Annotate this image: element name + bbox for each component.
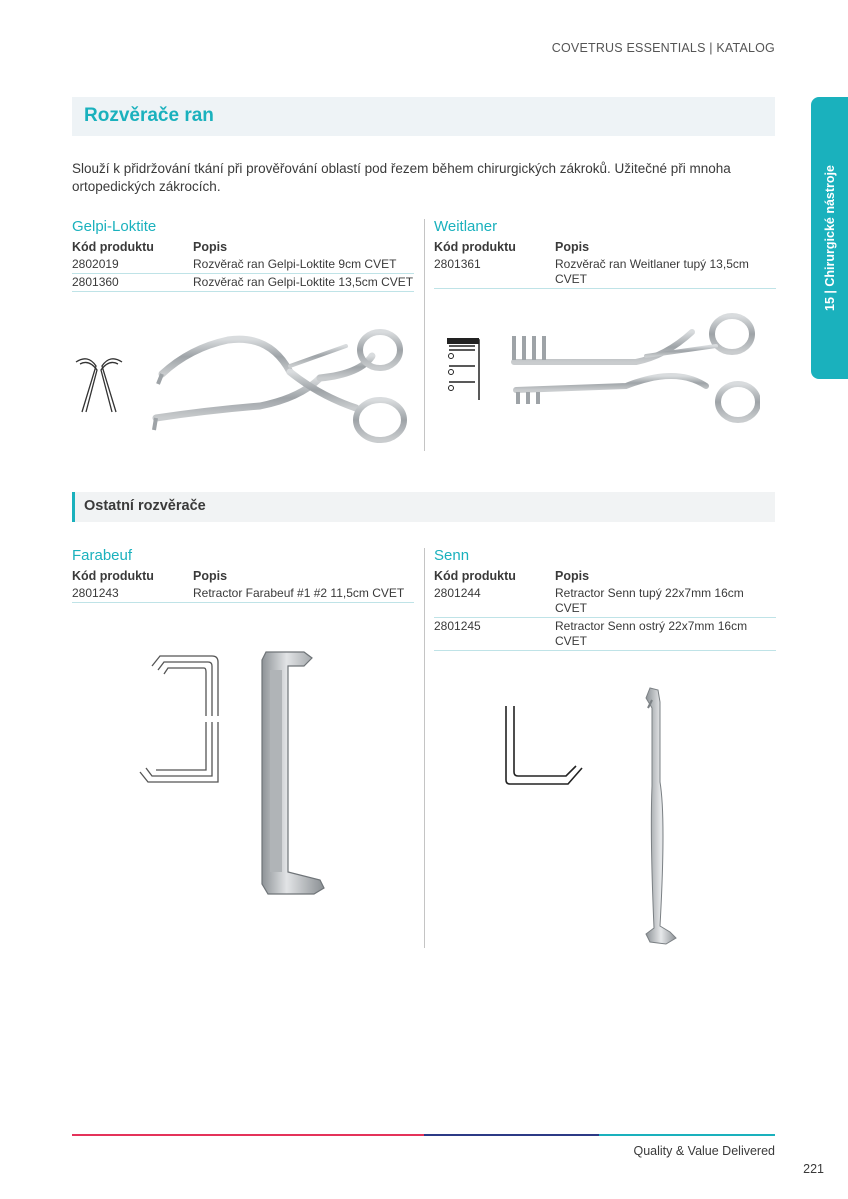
product-title: Farabeuf [72, 547, 133, 564]
table-header [72, 567, 414, 585]
product-table [72, 238, 414, 292]
table-header [72, 238, 414, 256]
column-divider-top [424, 219, 425, 451]
subsection-title-bar [72, 492, 775, 522]
gelpi-outline-drawing [72, 352, 128, 416]
table-row [72, 585, 414, 603]
product-table [72, 567, 414, 603]
product-title: Gelpi-Loktite [72, 218, 157, 235]
product-title: Weitlaner [434, 218, 498, 235]
footer-tagline: Quality & Value Delivered [633, 1144, 775, 1158]
catalog-header: COVETRUS ESSENTIALS | KATALOG [551, 41, 775, 55]
product-gelpi-loktite [72, 216, 414, 292]
product-desc: Rozvěrač ran Weitlaner tupý 13,5cm CVET [555, 257, 749, 286]
column-header-code: Kód produktu [434, 569, 516, 583]
farabeuf-outline-drawing [138, 652, 222, 788]
section-title-bar [72, 97, 775, 136]
weitlaner-outline-drawing [443, 336, 483, 404]
chapter-side-tab[interactable] [811, 97, 848, 379]
product-senn [434, 545, 776, 651]
product-desc: Rozvěrač ran Gelpi-Loktite 13,5cm CVET [193, 275, 414, 289]
column-header-desc: Popis [193, 240, 228, 254]
page-number: 221 [803, 1162, 824, 1176]
product-code: 2801361 [434, 257, 481, 271]
product-desc: Retractor Senn ostrý 22x7mm 16cm CVET [555, 619, 748, 648]
product-farabeuf [72, 545, 414, 603]
table-row [434, 256, 776, 289]
column-header-code: Kód produktu [72, 240, 154, 254]
product-table [434, 567, 776, 651]
table-header [434, 567, 776, 585]
farabeuf-retractor-image [240, 644, 336, 900]
table-header [434, 238, 776, 256]
product-desc: Retractor Farabeuf #1 #2 11,5cm CVET [193, 586, 405, 600]
gelpi-retractor-image [150, 326, 412, 446]
senn-outline-drawing [502, 704, 586, 788]
subsection-title: Ostatní rozvěrače [84, 498, 206, 514]
column-header-code: Kód produktu [72, 569, 154, 583]
footer-divider [72, 1134, 775, 1136]
table-row [72, 256, 414, 274]
product-code: 2801243 [72, 586, 119, 600]
table-row [72, 274, 414, 292]
column-header-desc: Popis [555, 240, 590, 254]
section-intro: Slouží k přidržování tkání při prověřování oblastí pod řezem během chirurgických zákroků. Užitečné při mnoha ortopedických zákrocích. [72, 161, 731, 194]
column-divider-bottom [424, 548, 425, 948]
table-row [434, 618, 776, 651]
product-title: Senn [434, 547, 470, 564]
column-header-code: Kód produktu [434, 240, 516, 254]
chapter-side-tab-label: 15 | Chirurgické nástroje [822, 165, 837, 311]
product-code: 2801245 [434, 619, 481, 633]
senn-retractor-image [640, 686, 684, 948]
column-header-desc: Popis [555, 569, 590, 583]
product-desc: Retractor Senn tupý 22x7mm 16cm CVET [555, 586, 744, 615]
product-desc: Rozvěrač ran Gelpi-Loktite 9cm CVET [193, 257, 397, 271]
product-code: 2801360 [72, 275, 119, 289]
section-title: Rozvěrače ran [84, 105, 214, 126]
product-code: 2802019 [72, 257, 119, 271]
product-code: 2801244 [434, 586, 481, 600]
weitlaner-retractor-image [506, 306, 760, 428]
product-table [434, 238, 776, 289]
product-weitlaner [434, 216, 776, 289]
table-row [434, 585, 776, 618]
column-header-desc: Popis [193, 569, 228, 583]
